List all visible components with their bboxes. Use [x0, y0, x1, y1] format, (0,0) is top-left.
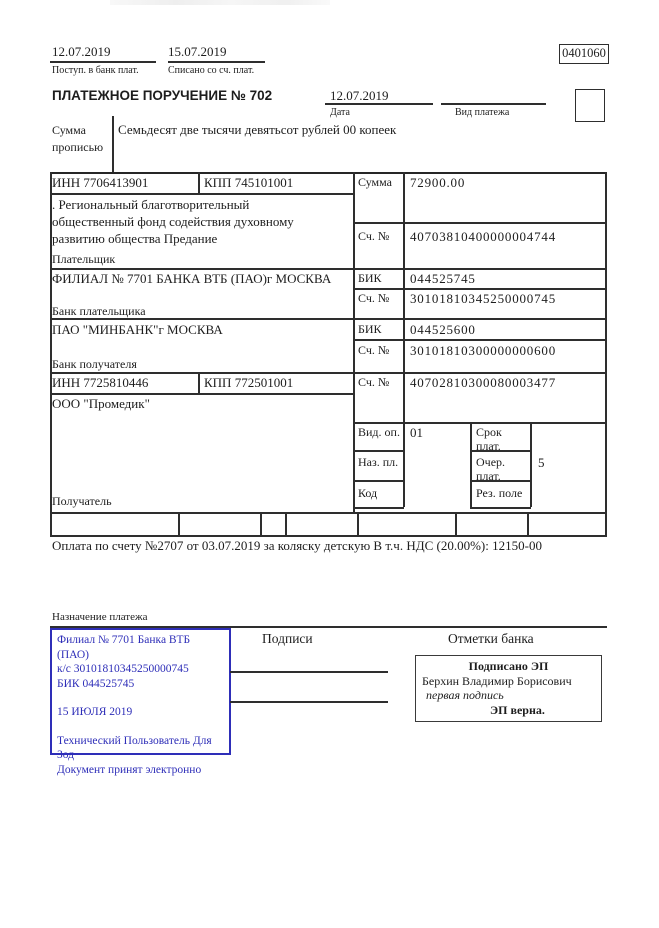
purpose-code-box-border	[353, 480, 404, 482]
payer-bank-account: 30101810345250000745	[410, 291, 556, 306]
document-title: ПЛАТЕЖНОЕ ПОРУЧЕНИЕ № 702	[52, 88, 273, 103]
purpose-text: Оплата по счету №2707 от 03.07.2019 за коляску детскую В т.ч. НДС (20.00%): 12150-00	[52, 538, 542, 553]
reserve-label: Рез. поле	[476, 486, 523, 500]
date-label: Дата	[330, 107, 350, 118]
payer-account: 40703810400000004744	[410, 229, 556, 244]
table-border-top	[50, 172, 607, 174]
stamp-date: 15 ИЮЛЯ 2019	[57, 706, 133, 718]
esign-stamp	[415, 655, 602, 722]
payee-inn: ИНН 7725810446	[52, 375, 149, 390]
payee-bank-bik: 044525600	[410, 322, 476, 337]
stamp-bik: БИК 044525745	[57, 677, 135, 690]
payer-inn-row-border	[50, 193, 354, 195]
op-kind-box-border	[353, 450, 404, 452]
payee-bank-bik-label: БИК	[358, 322, 382, 336]
debited-date-label: Списано со сч. плат.	[168, 65, 255, 76]
date-underline	[325, 103, 433, 105]
esign-signer-name: Берхин Владимир Борисович	[422, 673, 572, 688]
received-date-label: Поступ. в банк плат.	[52, 65, 139, 76]
stamp-accepted: Документ принят электронно	[57, 763, 202, 776]
esign-signature-type: первая подпись	[426, 688, 504, 702]
received-date-underline	[50, 61, 156, 63]
fields-section-top-border	[353, 422, 607, 424]
payee-label: Получатель	[52, 494, 112, 508]
stub-cell-divider	[455, 512, 457, 535]
payee-name: ООО "Промедик"	[52, 396, 150, 411]
payee-bank-name: ПАО "МИНБАНК"г МОСКВА	[52, 322, 223, 337]
stamp-spacer	[57, 691, 224, 705]
amount-words-label: Сумма прописью	[52, 123, 104, 154]
stub-row-border	[50, 535, 607, 537]
scan-artifact	[110, 0, 330, 5]
signatures-label: Подписи	[262, 631, 313, 646]
stub-cell-divider	[357, 512, 359, 535]
op-kind-label: Вид. оп.	[358, 425, 400, 439]
fields-divider-right	[530, 422, 532, 507]
stamp-operator: Технический Пользователь Для Зод	[57, 734, 212, 761]
debited-date: 15.07.2019	[168, 44, 227, 59]
purpose-label: Назначение платежа	[52, 611, 148, 623]
payee-account: 40702810300080003477	[410, 375, 556, 390]
purpose-code-label: Наз. пл.	[358, 455, 399, 469]
payee-bank-block-border	[50, 372, 607, 374]
debited-date-underline	[168, 61, 265, 63]
code-box-border	[353, 507, 404, 509]
payer-block-border	[50, 268, 607, 270]
stamp-spacer	[57, 720, 224, 734]
payee-inn-row-border	[50, 393, 354, 395]
payee-bank-account: 30101810300000000600	[410, 343, 556, 358]
stub-cell-divider	[527, 512, 529, 535]
payee-account-label: Сч. №	[358, 375, 390, 389]
payer-bank-name: ФИЛИАЛ № 7701 БАНКА ВТБ (ПАО)г МОСКВА	[52, 271, 332, 286]
label-value-divider	[403, 172, 405, 507]
payer-bank-bik: 044525745	[410, 271, 476, 286]
esign-verified: ЭП верна.	[490, 702, 545, 717]
payer-bank-account-label: Сч. №	[358, 291, 390, 305]
payer-account-label: Сч. №	[358, 229, 390, 243]
payer-inn-kpp-divider	[198, 172, 200, 193]
amount-words-value: Семьдесят две тысячи девятьсот рублей 00 копеек	[118, 122, 397, 137]
priority-label: Очер. плат.	[476, 455, 506, 483]
payment-kind-underline	[441, 103, 546, 105]
payer-bank-bik-label: БИК	[358, 271, 382, 285]
payer-bank-label: Банк плательщика	[52, 304, 146, 318]
signature-line-2	[230, 701, 388, 703]
stamp-corr-account: к/с 30101810345250000745	[57, 663, 189, 675]
stub-cell-divider	[178, 512, 180, 535]
payment-kind-label: Вид платежа	[455, 107, 510, 118]
payer-inn: ИНН 7706413901	[52, 175, 149, 190]
table-border-bottom	[50, 512, 607, 514]
table-mid-divider	[353, 172, 355, 512]
sum-value: 72900.00	[410, 175, 466, 190]
sum-label: Сумма	[358, 175, 392, 189]
bank-marks-label: Отметки банка	[448, 631, 534, 646]
signature-line-1	[230, 671, 388, 673]
code-label: Код	[358, 486, 378, 500]
priority-value: 5	[538, 455, 545, 470]
reserve-box-border	[470, 507, 531, 509]
op-kind-value: 01	[410, 425, 423, 440]
document-date: 12.07.2019	[330, 88, 389, 103]
stub-cell-divider	[285, 512, 287, 535]
payer-kpp: КПП 745101001	[204, 175, 294, 190]
stamp-bank-name: Филиал № 7701 Банка ВТБ (ПАО)	[57, 634, 191, 661]
received-date: 12.07.2019	[52, 44, 111, 59]
payee-bank-bik-border	[353, 339, 607, 341]
amount-words-divider	[112, 116, 114, 172]
payment-kind-checkbox	[575, 89, 605, 122]
fields-divider-left	[470, 422, 472, 507]
esign-title: Подписано ЭП	[468, 659, 549, 673]
table-border-right	[605, 172, 607, 536]
payee-bank-account-label: Сч. №	[358, 343, 390, 357]
stub-cell-divider	[260, 512, 262, 535]
bank-stamp	[50, 628, 231, 776]
payer-label: Плательщик	[52, 252, 116, 266]
payer-name: . Региональный благотворительный общественный фонд содействия духовному развитию общества Предание	[52, 197, 294, 246]
payee-bank-label: Банк получателя	[52, 357, 137, 371]
due-label: Срок плат.	[476, 425, 502, 453]
form-code-badge: 0401060	[559, 44, 609, 64]
payer-bank-bik-border	[353, 288, 607, 290]
payee-inn-kpp-divider	[198, 372, 200, 393]
sum-row-border	[353, 222, 607, 224]
payee-kpp: КПП 772501001	[204, 375, 294, 390]
